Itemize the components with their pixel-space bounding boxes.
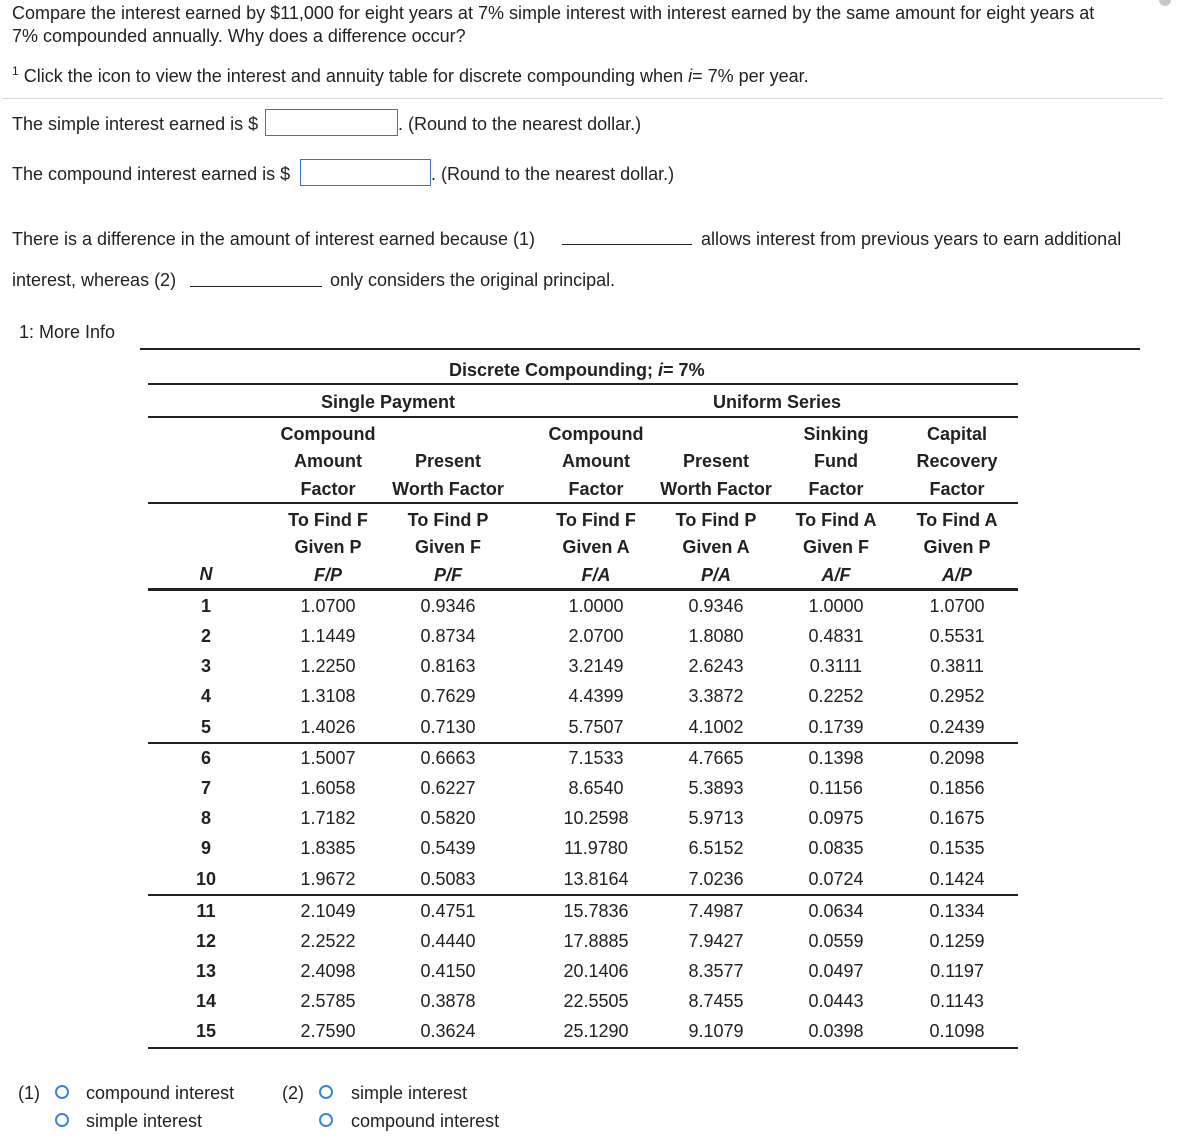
table-rule (148, 588, 1018, 591)
more-info-rule (140, 348, 1140, 350)
table-rule (148, 383, 1018, 385)
column-header-sym: F/P (313, 565, 342, 585)
radio-2a[interactable] (319, 1085, 333, 1099)
row-number: 12 (195, 931, 217, 951)
table-cell: 1.7182 (300, 808, 356, 828)
table-cell: 0.5820 (420, 808, 476, 828)
question-line-1: Compare the interest earned by $11,000 for eight years at 7% simple interest with interest earned by the same amount for eight years at (12, 3, 1095, 23)
table-cell: 0.1156 (809, 778, 863, 798)
table-cell: 7.1533 (568, 748, 624, 768)
table-cell: 0.3811 (930, 656, 984, 676)
table-cell: 13.8164 (563, 869, 629, 889)
column-header-h3: Factor (808, 479, 864, 499)
table-cell: 2.2522 (300, 931, 356, 951)
column-header-given: Given P (294, 537, 362, 557)
table-cell: 0.0559 (808, 931, 864, 951)
blank-1[interactable] (562, 244, 692, 245)
table-cell: 11.9780 (564, 838, 628, 858)
difference-part-2: allows interest from previous years to earn additional (701, 229, 1122, 249)
table-cell: 0.7130 (420, 717, 476, 737)
table-cell: 4.4399 (568, 686, 624, 706)
column-header-h2: Amount (294, 451, 362, 471)
table-cell: 0.8734 (420, 626, 476, 646)
row-number: 13 (195, 961, 217, 981)
table-cell: 0.5531 (929, 626, 985, 646)
radio-1a[interactable] (55, 1085, 69, 1099)
table-cell: 1.0000 (808, 596, 864, 616)
column-header-given: Given A (562, 537, 630, 557)
column-header-h1: Sinking (803, 424, 869, 444)
table-cell: 1.4026 (300, 717, 356, 737)
table-cell: 8.6540 (568, 778, 624, 798)
table-cell: 8.7455 (688, 991, 744, 1011)
table-cell: 8.3577 (688, 961, 744, 981)
table-rule (148, 1047, 1018, 1049)
column-header-given: Given F (414, 537, 481, 557)
row-number: 3 (200, 656, 211, 676)
footnote-marker: 1 (12, 64, 19, 78)
table-cell: 3.2149 (568, 656, 624, 676)
column-header-h1: Compound (280, 424, 376, 444)
table-cell: 0.5439 (420, 838, 476, 858)
table-cell: 5.7507 (568, 717, 624, 737)
table-cell: 1.9672 (300, 869, 356, 889)
footnote-variable: i (688, 66, 693, 86)
column-header-h2: Present (682, 451, 750, 471)
difference-part-1: There is a difference in the amount of interest earned because (1) (12, 229, 535, 249)
blank-2[interactable] (190, 286, 322, 287)
table-cell: 1.0700 (929, 596, 985, 616)
table-cell: 1.1449 (300, 626, 356, 646)
row-number: 1 (200, 596, 211, 616)
table-cell: 20.1406 (563, 961, 629, 981)
compound-interest-prefix: The compound interest earned is $ (12, 164, 291, 184)
table-cell: 0.4440 (420, 931, 476, 951)
difference-part-3: interest, whereas (2) (12, 270, 177, 290)
table-title-suffix: = 7% (663, 360, 705, 380)
column-header-sym: A/F (821, 565, 851, 585)
divider (3, 98, 1163, 99)
column-header-find: To Find F (556, 510, 636, 530)
simple-interest-input[interactable] (265, 109, 398, 136)
choice-2b-label[interactable]: compound interest (351, 1111, 500, 1131)
column-header-h3: Factor (929, 479, 985, 499)
table-cell: 2.6243 (688, 656, 744, 676)
column-header-sym: P/F (433, 565, 462, 585)
question-line-2: 7% compounded annually. Why does a difference occur? (12, 26, 466, 46)
table-cell: 0.0724 (808, 869, 864, 889)
difference-part-4: only considers the original principal. (330, 270, 616, 290)
table-cell: 0.4751 (420, 901, 476, 921)
column-header-given: Given A (682, 537, 750, 557)
table-cell: 0.5083 (420, 869, 476, 889)
simple-interest-suffix: . (Round to the nearest dollar.) (398, 114, 642, 134)
row-number: 11 (196, 901, 216, 921)
column-header-sym: A/P (941, 565, 972, 585)
column-header-h1: Capital (926, 424, 987, 444)
column-header-h3: Worth Factor (392, 479, 504, 499)
table-cell: 5.9713 (688, 808, 744, 828)
table-cell: 0.4831 (808, 626, 864, 646)
table-cell: 1.2250 (300, 656, 356, 676)
column-header-h2: Present (414, 451, 482, 471)
scrollbar-handle[interactable] (1159, 0, 1171, 6)
table-cell: 0.1098 (929, 1021, 985, 1041)
table-cell: 7.0236 (688, 869, 744, 889)
table-cell: 15.7836 (563, 901, 629, 921)
table-cell: 22.5505 (563, 991, 629, 1011)
table-cell: 0.2252 (808, 686, 864, 706)
footnote-link-text[interactable]: Click the icon to view the interest and annuity table for discrete compounding when (23, 66, 684, 86)
table-cell: 0.9346 (420, 596, 476, 616)
column-header-h2: Amount (562, 451, 630, 471)
table-cell: 0.2952 (929, 686, 985, 706)
table-rule (148, 742, 1018, 744)
table-cell: 25.1290 (563, 1021, 629, 1041)
table-cell: 0.8163 (420, 656, 476, 676)
table-cell: 4.1002 (688, 717, 744, 737)
row-number: 2 (200, 626, 211, 646)
table-cell: 0.1856 (929, 778, 985, 798)
row-number: 6 (200, 748, 211, 768)
table-cell: 0.2098 (929, 748, 985, 768)
table-rule (148, 894, 1018, 896)
table-cell: 7.4987 (688, 901, 744, 921)
column-header-given: Given F (802, 537, 869, 557)
choice-1a-label[interactable]: compound interest (86, 1083, 235, 1103)
column-header-given: Given P (923, 537, 991, 557)
column-header-h3: Factor (300, 479, 356, 499)
group-uniform-series: Uniform Series (712, 392, 842, 412)
table-cell: 9.1079 (688, 1021, 744, 1041)
table-cell: 2.4098 (300, 961, 356, 981)
column-header-find: To Find A (916, 510, 998, 530)
table-cell: 0.0443 (808, 991, 864, 1011)
table-cell: 1.3108 (300, 686, 356, 706)
table-cell: 0.1739 (808, 717, 864, 737)
n-header: N (199, 564, 213, 584)
table-cell: 0.3624 (420, 1021, 476, 1041)
row-number: 7 (200, 778, 211, 798)
table-cell: 0.1535 (929, 838, 985, 858)
table-cell: 7.9427 (688, 931, 744, 951)
compound-interest-suffix: . (Round to the nearest dollar.) (431, 164, 675, 184)
table-cell: 3.3872 (688, 686, 744, 706)
table-cell: 2.7590 (300, 1021, 356, 1041)
table-cell: 0.7629 (420, 686, 476, 706)
compound-interest-input[interactable] (300, 159, 431, 186)
table-cell: 1.0000 (568, 596, 624, 616)
table-cell: 0.3111 (809, 656, 863, 676)
table-cell: 0.6227 (420, 778, 476, 798)
table-cell: 0.1675 (929, 808, 985, 828)
table-title-var: i (658, 360, 664, 380)
column-header-find: To Find F (288, 510, 368, 530)
row-number: 10 (195, 869, 217, 889)
table-cell: 0.1398 (808, 748, 864, 768)
table-title-prefix: Discrete Compounding; (449, 360, 654, 380)
row-number: 9 (200, 838, 211, 858)
column-header-h1: Compound (548, 424, 644, 444)
table-cell: 0.1143 (930, 991, 984, 1011)
column-header-sym: P/A (700, 565, 731, 585)
row-number: 5 (200, 717, 211, 737)
table-cell: 1.8385 (300, 838, 356, 858)
table-cell: 0.1424 (929, 869, 985, 889)
choice-2a-label[interactable]: simple interest (351, 1083, 468, 1103)
choice-group-2-label: (2) (282, 1083, 304, 1103)
table-cell: 4.7665 (688, 748, 744, 768)
table-cell: 0.0398 (808, 1021, 864, 1041)
table-cell: 2.5785 (300, 991, 356, 1011)
table-cell: 0.1259 (929, 931, 985, 951)
table-title (449, 360, 705, 381)
choice-1b-label[interactable]: simple interest (86, 1111, 203, 1131)
row-number: 15 (195, 1021, 217, 1041)
table-cell: 0.0975 (808, 808, 864, 828)
column-header-find: To Find A (795, 510, 877, 530)
table-cell: 2.0700 (568, 626, 624, 646)
table-rule (148, 416, 1018, 418)
column-header-find: To Find P (675, 510, 757, 530)
table-cell: 0.3878 (420, 991, 476, 1011)
table-cell: 17.8885 (563, 931, 629, 951)
table-cell: 1.5007 (300, 748, 356, 768)
table-cell: 5.3893 (688, 778, 744, 798)
table-cell: 6.5152 (688, 838, 744, 858)
group-single-payment: Single Payment (320, 392, 456, 412)
table-cell: 1.6058 (300, 778, 356, 798)
radio-2b[interactable] (319, 1113, 333, 1127)
column-header-h2: Recovery (916, 451, 998, 471)
table-cell: 10.2598 (563, 808, 629, 828)
footnote (12, 66, 809, 87)
column-header-h3: Factor (568, 479, 624, 499)
table-cell: 2.1049 (300, 901, 356, 921)
question-text (12, 2, 1152, 48)
column-header-h3: Worth Factor (660, 479, 772, 499)
simple-interest-prefix: The simple interest earned is $ (12, 114, 259, 134)
table-cell: 0.9346 (688, 596, 744, 616)
choice-group-1-label: (1) (18, 1083, 40, 1103)
table-cell: 0.1334 (929, 901, 985, 921)
table-cell: 0.4150 (420, 961, 476, 981)
table-cell: 0.1197 (930, 961, 984, 981)
table-rule (148, 502, 1018, 504)
more-info-title: 1: More Info (19, 322, 116, 342)
table-cell: 0.0497 (808, 961, 864, 981)
column-header-find: To Find P (407, 510, 489, 530)
table-cell: 0.2439 (929, 717, 985, 737)
table-cell: 1.0700 (300, 596, 356, 616)
column-header-h2: Fund (814, 451, 858, 471)
row-number: 4 (200, 686, 211, 706)
footnote-tail: = 7% per year. (692, 66, 809, 86)
table-cell: 0.0634 (808, 901, 864, 921)
table-cell: 0.0835 (808, 838, 864, 858)
row-number: 8 (200, 808, 211, 828)
table-cell: 1.8080 (688, 626, 744, 646)
column-header-sym: F/A (581, 565, 611, 585)
row-number: 14 (195, 991, 217, 1011)
table-cell: 0.6663 (420, 748, 476, 768)
radio-1b[interactable] (55, 1113, 69, 1127)
